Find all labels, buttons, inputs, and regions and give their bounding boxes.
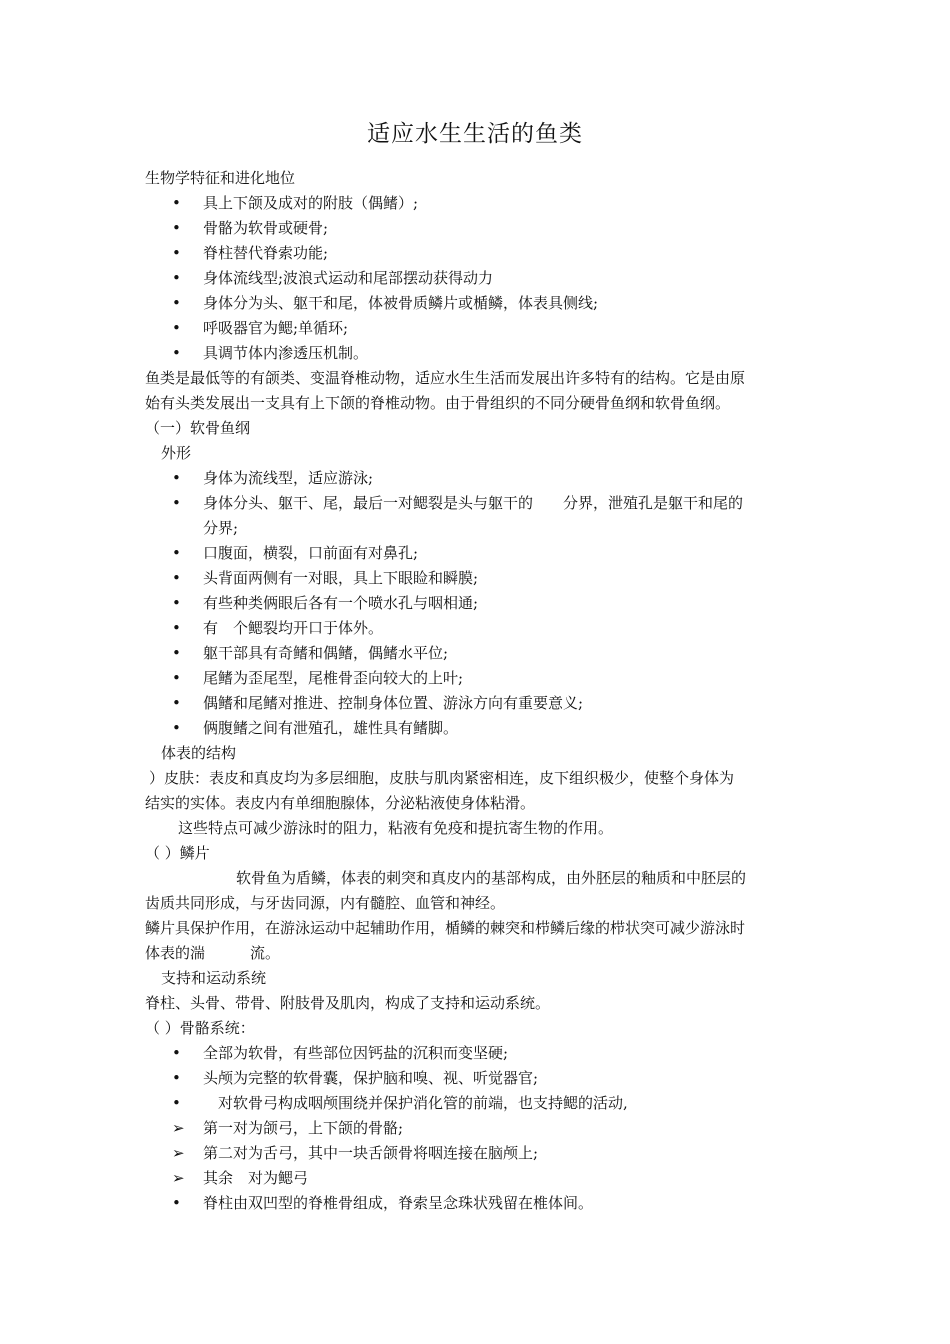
list-item: ➢ 其余 对为鳃弓 xyxy=(172,1166,840,1191)
list-item: ➢ 第一对为颌弓，上下颌的骨骼; xyxy=(172,1116,840,1141)
arrow-bullet-icon: ➢ xyxy=(172,1119,185,1137)
subsection-heading-support: 支持和运动系统 xyxy=(161,969,267,987)
bullet-icon: • xyxy=(172,1194,181,1212)
paragraph-line: 结实的实体。表皮内有单细胞腺体，分泌粘液使身体粘滑。 xyxy=(145,794,536,812)
list-item: • 具调节体内渗透压机制。 xyxy=(172,341,840,366)
list-item: ➢ 第二对为舌弓，其中一块舌颌骨将咽连接在脑颅上; xyxy=(172,1141,840,1166)
list-item: • 俩腹鳍之间有泄殖孔，雄性具有鳍脚。 xyxy=(172,716,840,741)
arrow-bullet-icon: ➢ xyxy=(172,1169,185,1187)
arrow-bullet-icon: ➢ xyxy=(172,1144,185,1162)
section-heading-class: （一）软骨鱼纲 xyxy=(145,419,251,437)
paragraph-line: 鱼类是最低等的有颌类、变温脊椎动物，适应水生生活而发展出许多特有的结构。它是由原 xyxy=(145,369,746,387)
paragraph-line: 齿质共同形成，与牙齿同源，内有髓腔、血管和神经。 xyxy=(145,894,506,912)
bullet-icon: • xyxy=(172,719,181,737)
bullet-icon: • xyxy=(172,569,181,587)
list-item: • 呼吸器官为鳃;单循环; xyxy=(172,316,840,341)
list-item: • 全部为软骨，有些部位因钙盐的沉积而变坚硬; xyxy=(172,1041,840,1066)
subsection-heading-skin: 体表的结构 xyxy=(161,744,237,762)
list-item: • 头背面两侧有一对眼，具上下眼睑和瞬膜; xyxy=(172,566,840,591)
section-heading-bio: 生物学特征和进化地位 xyxy=(145,169,296,187)
bullet-icon: • xyxy=(172,244,181,262)
list-item: • 脊柱替代脊索功能; xyxy=(172,241,840,266)
bullet-icon: • xyxy=(172,619,181,637)
list-item: • 身体流线型;波浪式运动和尾部摆动获得动力 xyxy=(172,266,840,291)
list-item: • 身体为流线型，适应游泳; xyxy=(172,466,840,491)
list-item: • 口腹面，横裂，口前面有对鼻孔; xyxy=(172,541,840,566)
list-item: • 尾鳍为歪尾型，尾椎骨歪向较大的上叶; xyxy=(172,666,840,691)
paragraph-line: 这些特点可减少游泳时的阻力，粘液有免疫和提抗寄生物的作用。 xyxy=(178,819,614,837)
list-item: • 躯干部具有奇鳍和偶鳍，偶鳍水平位; xyxy=(172,641,840,666)
document-title: 适应水生生活的鱼类 xyxy=(367,121,583,147)
bullet-icon: • xyxy=(172,344,181,362)
bullet-icon: • xyxy=(172,594,181,612)
paragraph-line: 体表的湍 流。 xyxy=(145,944,281,962)
bullet-icon: • xyxy=(172,669,181,687)
paragraph-line: ）皮肤：表皮和真皮均为多层细胞，皮肤与肌肉紧密相连，皮下组织极少，使整个身体为 xyxy=(149,769,735,787)
bullet-icon: • xyxy=(172,219,181,237)
list-item: • 对软骨弓构成咽颅围绕并保护消化管的前端，也支持鳃的活动, xyxy=(172,1091,840,1116)
list-item: • 骨骼为软骨或硬骨; xyxy=(172,216,840,241)
list-item: • 头颅为完整的软骨囊，保护脑和嗅、视、听觉器官; xyxy=(172,1066,840,1091)
bullet-icon: • xyxy=(172,269,181,287)
bullet-icon: • xyxy=(172,194,181,212)
subsection-heading-shape: 外形 xyxy=(161,444,192,462)
bullet-icon: • xyxy=(172,644,181,662)
bullet-icon: • xyxy=(172,294,181,312)
list-item: • 身体分头、躯干、尾，最后一对鳃裂是头与躯干的 分界，泄殖孔是躯干和尾的 xyxy=(172,491,840,516)
bullet-icon: • xyxy=(172,1044,181,1062)
paragraph-line: 脊柱、头骨、带骨、附肢骨及肌肉，构成了支持和运动系统。 xyxy=(145,994,551,1012)
paragraph-line: 软骨鱼为盾鳞，体表的刺突和真皮内的基部构成，由外胚层的釉质和中胚层的 xyxy=(236,869,747,887)
bullet-icon: • xyxy=(172,1069,181,1087)
bullet-icon: • xyxy=(172,694,181,712)
list-item: • 有些种类俩眼后各有一个喷水孔与咽相通; xyxy=(172,591,840,616)
list-item: • 脊柱由双凹型的脊椎骨组成，脊索呈念珠状残留在椎体间。 xyxy=(172,1191,840,1216)
list-item: • 身体分为头、躯干和尾，体被骨质鳞片或楯鳞，体表具侧线; xyxy=(172,291,840,316)
list-item: • 有 个鳃裂均开口于体外。 xyxy=(172,616,840,641)
bullet-icon: • xyxy=(172,544,181,562)
bullet-icon: • xyxy=(172,319,181,337)
paragraph-line: 鳞片具保护作用，在游泳运动中起辅助作用，楯鳞的棘突和栉鳞后缘的栉状突可减少游泳时 xyxy=(145,919,746,937)
bullet-icon: • xyxy=(172,469,181,487)
subsection-heading-scale: （ ）鳞片 xyxy=(145,844,210,862)
list-item-continuation: 分界; xyxy=(203,519,239,537)
list-item: • 偶鳍和尾鳍对推进、控制身体位置、游泳方向有重要意义; xyxy=(172,691,840,716)
paragraph-line: 始有头类发展出一支具有上下颌的脊椎动物。由于骨组织的不同分硬骨鱼纲和软骨鱼纲。 xyxy=(145,394,731,412)
subsection-heading-skeleton: （ ）骨骼系统： xyxy=(145,1019,255,1037)
bullet-icon: • xyxy=(172,1094,181,1112)
list-item: • 具上下颌及成对的附肢（偶鳍）; xyxy=(172,191,840,216)
bullet-icon: • xyxy=(172,494,181,512)
